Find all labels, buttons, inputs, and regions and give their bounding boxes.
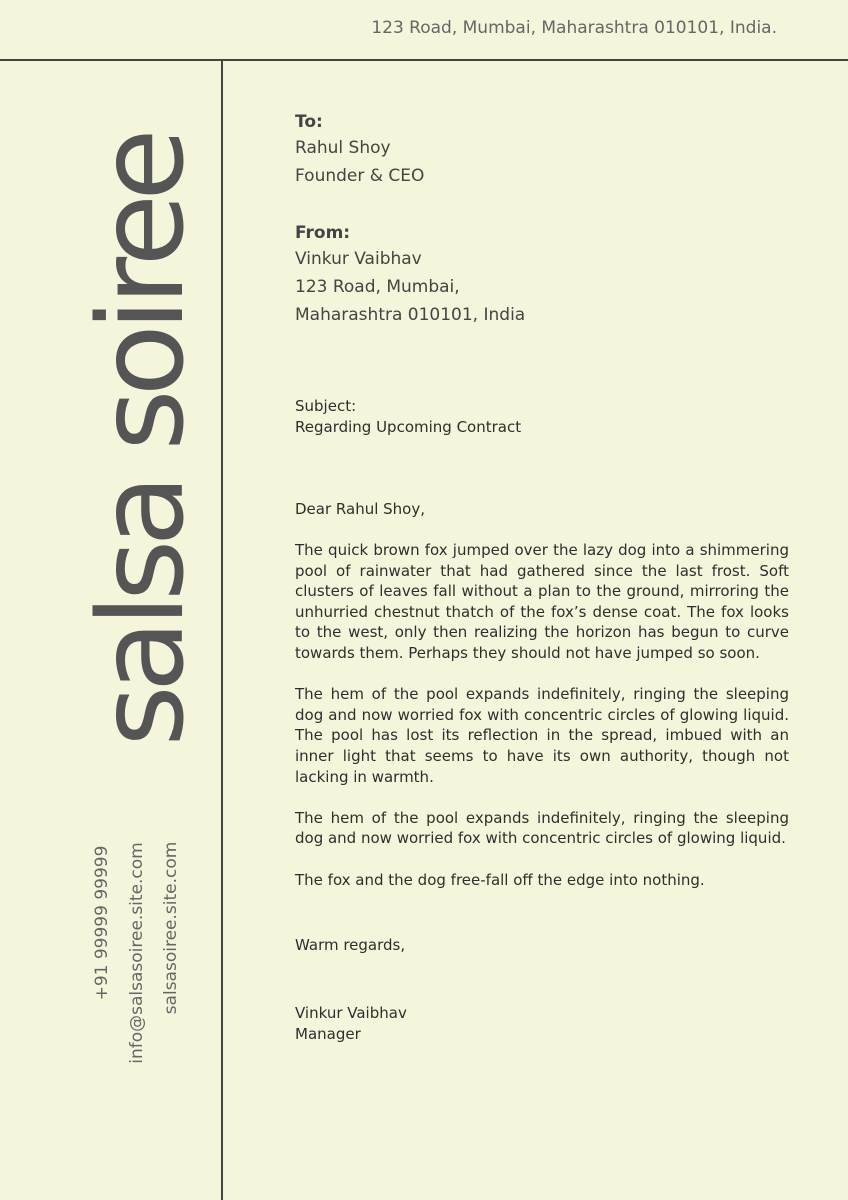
recipient-name: Rahul Shoy (295, 138, 391, 158)
letter-paragraph: The hem of the pool expands indefinitely, ringing the sleeping dog and now worried fox with concentric circles of glowing liquid. The pool has lost its reflection in the spread, imbued with an inner light that seems to have its own authority, though not lacking in warmth. (295, 685, 789, 786)
signature-name: Vinkur Vaibhav (295, 1004, 407, 1022)
recipient-title: Founder & CEO (295, 166, 425, 186)
subject-text: Regarding Upcoming Contract (295, 417, 522, 436)
contact-phone: +91 99999 99999 (92, 845, 112, 1001)
sender-address-line1: 123 Road, Mumbai, (295, 277, 460, 297)
letter-greeting: Dear Rahul Shoy, (295, 500, 425, 518)
contact-email: info@salsasoiree.site.com (127, 842, 147, 1064)
header-address: 123 Road, Mumbai, Maharashtra 010101, India. (371, 18, 777, 38)
signature-title: Manager (295, 1024, 361, 1043)
letter-paragraph: The quick brown fox jumped over the lazy dog into a shimmering pool of rainwater that had gathered since the last frost. Soft clusters of leaves fall without a plan to the ground, mirroring the unhurried chestnut thatch of the fox’s dense coat. The fox looks to the west, only then realizing the horizon has begun to curve towards them. Perhaps they should not have jumped so soon. (295, 541, 789, 662)
recipient-block (295, 110, 424, 190)
letter-body (295, 540, 789, 911)
to-label: To: (295, 112, 323, 132)
sender-address-line2: Maharashtra 010101, India (295, 305, 526, 325)
letter-paragraph: The fox and the dog free-fall off the edge into nothing. (295, 870, 705, 889)
header-divider (0, 59, 848, 61)
subject-block (295, 396, 789, 437)
sidebar-divider (221, 59, 223, 1200)
subject-label: Subject: (295, 397, 357, 415)
letter-paragraph: The hem of the pool expands indefinitely, ringing the sleeping dog and now worried fox with concentric circles of glowing liquid. (295, 808, 789, 848)
sender-block (295, 221, 525, 329)
brand-logo-text: salsa soiree (72, 135, 210, 747)
contact-website: salsasoiree.site.com (161, 841, 181, 1015)
letter-closing: Warm regards, (295, 936, 406, 954)
signature-block (295, 1003, 789, 1044)
sender-name: Vinkur Vaibhav (295, 249, 422, 269)
from-label: From: (295, 223, 351, 243)
